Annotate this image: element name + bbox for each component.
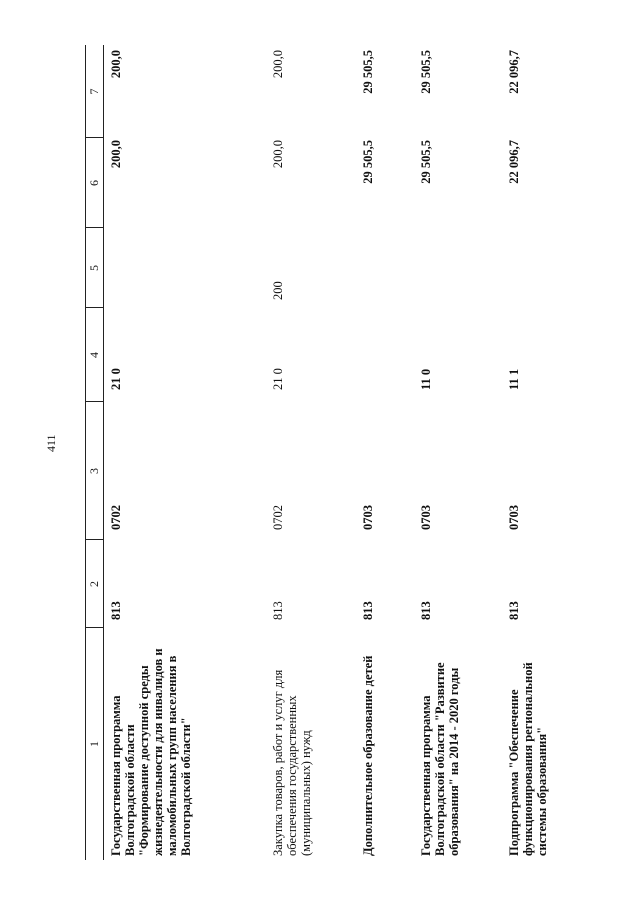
row-amount-2: 29 505,5: [361, 50, 375, 94]
header-bottom-rule: [103, 45, 104, 860]
row-amount-2: 22 096,7: [507, 50, 521, 94]
row-section-code: 0702: [109, 505, 123, 530]
header-col-5: 5: [87, 265, 101, 271]
header-col-3: 3: [87, 468, 101, 474]
row-name: Дополнительное образование детей: [361, 655, 375, 856]
header-col-6: 6: [87, 180, 101, 186]
row-ministry-code: 813: [507, 601, 521, 620]
row-program-code: 21 0: [271, 368, 285, 390]
row-ministry-code: 813: [271, 601, 285, 620]
row-name: Государственная программа Волгоградской области "Развитие образования" на 2014 - 2020 годы: [419, 662, 461, 856]
row-name: Подпрограмма "Обеспечение функционирования региональной системы образования": [507, 662, 549, 856]
row-amount-1: 22 096,7: [507, 140, 521, 184]
header-col-7: 7: [87, 88, 101, 95]
row-ministry-code: 813: [109, 601, 123, 620]
row-amount-2: 29 505,5: [419, 50, 433, 94]
row-ministry-code: 813: [419, 601, 433, 620]
row-name: Закупка товаров, работ и услуг для обеспечения государственных (муниципальных) нужд: [271, 669, 313, 856]
page-number: 411: [44, 434, 58, 452]
row-program-code: 11 1: [507, 368, 521, 390]
row-program-code: 11 0: [419, 368, 433, 390]
row-name: Государственная программа Волгоградской области "Формирование доступной среды жизнедеятельности для инвалидов и маломобильных групп населения в Волгоградской области": [109, 648, 193, 856]
row-amount-1: 200,0: [109, 140, 123, 169]
row-section-code: 0703: [419, 505, 433, 530]
row-amount-2: 200,0: [271, 50, 285, 79]
header-col-1: 1: [87, 741, 101, 747]
row-amount-1: 29 505,5: [361, 140, 375, 184]
row-amount-2: 200,0: [109, 50, 123, 79]
row-section-code: 0703: [361, 505, 375, 530]
row-expense-type: 200: [271, 281, 285, 300]
row-ministry-code: 813: [361, 601, 375, 620]
header-col-4: 4: [87, 352, 101, 358]
table-top-rule: [85, 45, 86, 860]
row-amount-1: 29 505,5: [419, 140, 433, 184]
budget-table-rotated: [85, 45, 617, 860]
row-section-code: 0703: [507, 505, 521, 530]
header-col-2: 2: [87, 581, 101, 587]
budget-table: [85, 45, 617, 860]
row-section-code: 0702: [271, 505, 285, 530]
row-program-code: 21 0: [109, 368, 123, 390]
row-amount-1: 200,0: [271, 140, 285, 169]
